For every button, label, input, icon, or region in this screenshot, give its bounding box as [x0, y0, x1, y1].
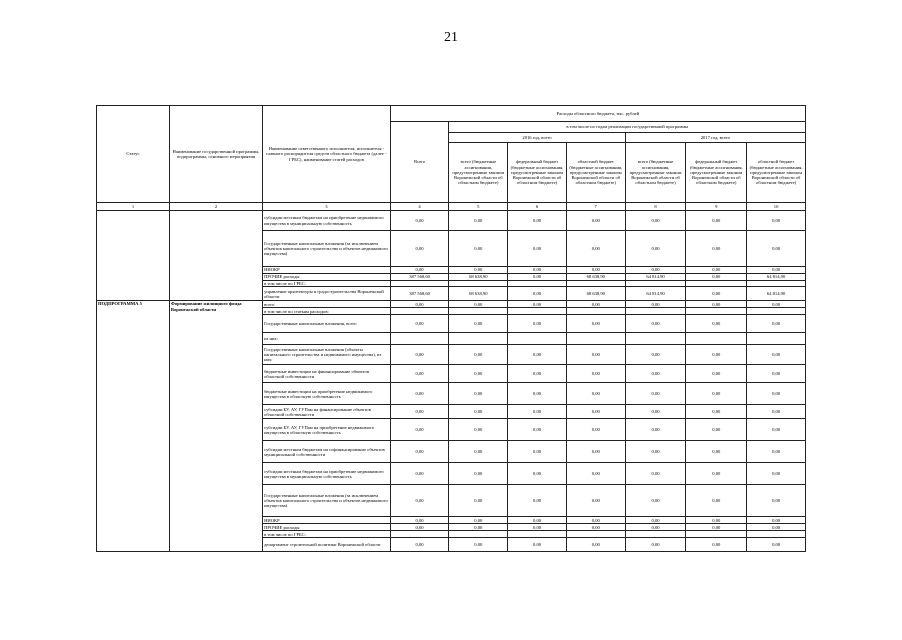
- value-cell: 0,00: [390, 231, 449, 267]
- value-cell: 0,00: [508, 538, 567, 552]
- value-cell: 0,00: [449, 419, 508, 441]
- expense-item-label: субсидии местным бюджетам на приобретение недвижимого имущества в муниципальную собственность: [263, 463, 391, 485]
- value-cell: 0,00: [449, 211, 508, 231]
- value-cell: 0,00: [390, 383, 449, 405]
- value-cell: 0,00: [686, 231, 747, 267]
- value-cell: 68 638,90: [566, 287, 625, 301]
- value-cell: 0,00: [625, 485, 686, 517]
- value-cell: 0,00: [449, 267, 508, 274]
- value-cell: 0,00: [390, 517, 449, 524]
- value-cell: 0,00: [625, 441, 686, 463]
- header-2017-total-budget: всего (бюджетные ассигнования, предусмотренные законом Воронежской области об областном бюджете): [625, 143, 686, 203]
- header-by-years: в том числе по годам реализации государственной программы: [449, 122, 806, 133]
- expense-item-label: НИОКР: [263, 517, 391, 524]
- value-cell: 0,00: [566, 517, 625, 524]
- col-number: 7: [566, 203, 625, 211]
- value-cell: 0,00: [686, 485, 747, 517]
- expense-item-label: ПРОЧИЕ расходы: [263, 274, 391, 281]
- value-cell: 0,00: [686, 365, 747, 383]
- header-program-name: Наименование государственной программы, подпрограммы, основного мероприятия: [169, 106, 262, 203]
- value-cell: 0,00: [566, 231, 625, 267]
- value-cell: 0,00: [508, 301, 567, 308]
- value-cell: 0,00: [508, 274, 567, 281]
- expense-item-label: субсидии местным бюджетам на приобретение недвижимого имущества в муниципальную собственность: [263, 211, 391, 231]
- value-cell: 0,00: [566, 345, 625, 365]
- value-cell: 0,00: [625, 301, 686, 308]
- value-cell: 0,00: [625, 383, 686, 405]
- expense-item-label: из них:: [263, 333, 391, 345]
- value-cell: 0,00: [566, 405, 625, 419]
- col-number: 9: [686, 203, 747, 211]
- value-cell: 0,00: [449, 485, 508, 517]
- expense-item-label: бюджетные инвестиции на приобретение недвижимого имущества в областную собственность: [263, 383, 391, 405]
- value-cell: 0,00: [508, 365, 567, 383]
- value-cell: 0,00: [747, 419, 806, 441]
- value-cell: 0,00: [625, 365, 686, 383]
- value-cell: 0,00: [686, 383, 747, 405]
- header-year-2016: 2016 год, всего: [449, 133, 625, 143]
- value-cell: [390, 333, 449, 345]
- value-cell: 0,00: [747, 315, 806, 333]
- table-row: [97, 301, 806, 308]
- expense-item-label: НИОКР: [263, 267, 391, 274]
- value-cell: 0,00: [625, 345, 686, 365]
- value-cell: 0,00: [566, 315, 625, 333]
- expense-item-label: субсидии БУ, АУ, ГУПам на приобретение недвижимого имущества в областную собственность: [263, 419, 391, 441]
- value-cell: 0,00: [508, 485, 567, 517]
- expense-item-label: управление архитектуры и градостроительства Воронежской области: [263, 287, 391, 301]
- value-cell: 0,00: [566, 211, 625, 231]
- expense-item-label: департамент строительной политики Воронежской области: [263, 538, 391, 552]
- page-number: 21: [444, 30, 458, 45]
- value-cell: 0,00: [390, 485, 449, 517]
- value-cell: 0,00: [747, 441, 806, 463]
- expense-item-label: в том числе по ГРБС:: [263, 281, 391, 287]
- value-cell: 0,00: [449, 301, 508, 308]
- expense-item-label: Государственные капитальные вложения (за исключением объектов капитального строительства и объектов недвижимого имущества): [263, 231, 391, 267]
- header-2016-total-budget: всего (бюджетные ассигнования, предусмотренные законом Воронежской области об областном бюджете): [449, 143, 508, 203]
- value-cell: 0,00: [686, 524, 747, 531]
- value-cell: 0,00: [449, 517, 508, 524]
- value-cell: [508, 531, 567, 538]
- value-cell: 64 814,90: [747, 274, 806, 281]
- value-cell: 0,00: [566, 419, 625, 441]
- value-cell: 0,00: [390, 211, 449, 231]
- header-year-2017: 2017 год, всего: [625, 133, 805, 143]
- value-cell: 0,00: [747, 231, 806, 267]
- value-cell: 0,00: [625, 211, 686, 231]
- col-number: 4: [390, 203, 449, 211]
- status-cell-empty: [97, 211, 170, 301]
- value-cell: 0,00: [508, 231, 567, 267]
- expense-item-label: всего: [263, 301, 391, 308]
- value-cell: 0,00: [508, 517, 567, 524]
- value-cell: 0,00: [625, 517, 686, 524]
- value-cell: 0,00: [686, 517, 747, 524]
- value-cell: 0,00: [390, 538, 449, 552]
- col-number: 2: [169, 203, 262, 211]
- value-cell: 68 638,90: [566, 274, 625, 281]
- value-cell: 0,00: [686, 211, 747, 231]
- value-cell: 0,00: [508, 405, 567, 419]
- value-cell: [566, 308, 625, 315]
- value-cell: 68 638,90: [449, 274, 508, 281]
- budget-table: [96, 105, 806, 552]
- col-number: 1: [97, 203, 170, 211]
- expense-item-label: Государственные капитальные вложения (объекты капитального строительства и недвижимого имущества), из них:: [263, 345, 391, 365]
- value-cell: 0,00: [566, 463, 625, 485]
- subprogram-status: ПОДПРОГРАММА 5: [97, 301, 170, 552]
- value-cell: 0,00: [566, 383, 625, 405]
- value-cell: 0,00: [686, 463, 747, 485]
- value-cell: 0,00: [390, 405, 449, 419]
- value-cell: 0,00: [390, 301, 449, 308]
- value-cell: 64 814,90: [747, 287, 806, 301]
- header-2016-regional: областной бюджет (бюджетные ассигнования, предусмотренные законом Воронежской области об областном бюджете): [566, 143, 625, 203]
- value-cell: 0,00: [566, 267, 625, 274]
- value-cell: [566, 333, 625, 345]
- value-cell: 0,00: [508, 345, 567, 365]
- value-cell: 0,00: [747, 538, 806, 552]
- value-cell: 0,00: [625, 419, 686, 441]
- value-cell: 0,00: [686, 315, 747, 333]
- value-cell: 0,00: [449, 345, 508, 365]
- value-cell: [747, 531, 806, 538]
- header-executor: Наименование ответственного исполнителя, исполнителя - главного распорядителя средств областного бюджета (далее - ГРБС), наименование статей расходов: [263, 106, 391, 203]
- subprogram-name: Формирование жилищного фонда Воронежской области: [169, 301, 262, 552]
- value-cell: 0,00: [508, 463, 567, 485]
- expense-item-label: субсидии местным бюджетам на софинансирование объектов муниципальной собственности: [263, 441, 391, 463]
- expense-item-label: бюджетные инвестиции на финансирование объектов областной собственности: [263, 365, 391, 383]
- value-cell: [508, 308, 567, 315]
- value-cell: 0,00: [686, 274, 747, 281]
- value-cell: 0,00: [449, 538, 508, 552]
- value-cell: [747, 333, 806, 345]
- value-cell: 0,00: [747, 365, 806, 383]
- value-cell: [686, 308, 747, 315]
- value-cell: 0,00: [390, 365, 449, 383]
- value-cell: 0,00: [508, 267, 567, 274]
- value-cell: 0,00: [747, 463, 806, 485]
- expense-item-label: субсидии БУ, АУ, ГУПам на финансирование объектов областной собственности: [263, 405, 391, 419]
- value-cell: 64 814,90: [625, 287, 686, 301]
- expense-item-label: Государственные капитальные вложения, всего: [263, 315, 391, 333]
- col-number: 8: [625, 203, 686, 211]
- value-cell: 0,00: [449, 231, 508, 267]
- header-2017-regional: областной бюджет (бюджетные ассигнования, предусмотренные законом Воронежской области об областном бюджете): [747, 143, 806, 203]
- value-cell: 0,00: [390, 345, 449, 365]
- header-status: Статус: [97, 106, 170, 203]
- value-cell: 0,00: [686, 287, 747, 301]
- header-expenses: Расходы областного бюджета, тыс. рублей: [390, 106, 805, 122]
- value-cell: 0,00: [625, 463, 686, 485]
- value-cell: 0,00: [390, 463, 449, 485]
- expense-item-label: в том числе по статьям расходов:: [263, 308, 391, 315]
- value-cell: 0,00: [625, 231, 686, 267]
- value-cell: 0,00: [747, 383, 806, 405]
- value-cell: [508, 333, 567, 345]
- value-cell: 0,00: [508, 315, 567, 333]
- value-cell: [449, 531, 508, 538]
- value-cell: 0,00: [566, 441, 625, 463]
- value-cell: 0,00: [625, 524, 686, 531]
- value-cell: 0,00: [566, 485, 625, 517]
- value-cell: 0,00: [625, 405, 686, 419]
- value-cell: 0,00: [686, 538, 747, 552]
- header-2017-federal: федеральный бюджет (бюджетные ассигнования, предусмотренные законом Воронежской области об областном бюджете): [686, 143, 747, 203]
- expense-item-label: Государственные капитальные вложения (за исключением объектов капитального строительства и объектов недвижимого имущества): [263, 485, 391, 517]
- value-cell: 0,00: [566, 538, 625, 552]
- value-cell: 0,00: [449, 365, 508, 383]
- value-cell: 0,00: [747, 517, 806, 524]
- value-cell: 0,00: [449, 524, 508, 531]
- value-cell: [449, 308, 508, 315]
- value-cell: 68 638,90: [449, 287, 508, 301]
- value-cell: [625, 308, 686, 315]
- value-cell: 0,00: [390, 315, 449, 333]
- value-cell: 0,00: [508, 419, 567, 441]
- value-cell: 0,00: [686, 441, 747, 463]
- value-cell: 0,00: [508, 524, 567, 531]
- col-number: 5: [449, 203, 508, 211]
- col-number: 3: [263, 203, 391, 211]
- value-cell: [686, 333, 747, 345]
- value-cell: [566, 531, 625, 538]
- value-cell: [625, 333, 686, 345]
- value-cell: 0,00: [566, 301, 625, 308]
- expense-item-label: ПРОЧИЕ расходы: [263, 524, 391, 531]
- value-cell: 0,00: [566, 365, 625, 383]
- value-cell: 0,00: [449, 463, 508, 485]
- value-cell: 0,00: [747, 267, 806, 274]
- col-number: 10: [747, 203, 806, 211]
- program-cell-empty: [169, 211, 262, 301]
- value-cell: 0,00: [390, 441, 449, 463]
- value-cell: 0,00: [566, 524, 625, 531]
- value-cell: 0,00: [390, 267, 449, 274]
- value-cell: 0,00: [508, 441, 567, 463]
- value-cell: 0,00: [747, 524, 806, 531]
- value-cell: 0,00: [449, 315, 508, 333]
- value-cell: 0,00: [747, 485, 806, 517]
- value-cell: [747, 308, 806, 315]
- value-cell: 0,00: [747, 211, 806, 231]
- value-cell: 0,00: [625, 538, 686, 552]
- value-cell: [625, 531, 686, 538]
- expense-item-label: в том числе по ГРБС:: [263, 531, 391, 538]
- header-total: Всего: [390, 122, 449, 203]
- value-cell: 0,00: [747, 405, 806, 419]
- col-number: 6: [508, 203, 567, 211]
- value-cell: 0,00: [747, 301, 806, 308]
- table-row: [97, 211, 806, 231]
- value-cell: 387 568,60: [390, 274, 449, 281]
- value-cell: 0,00: [508, 287, 567, 301]
- value-cell: 0,00: [625, 315, 686, 333]
- value-cell: 0,00: [508, 211, 567, 231]
- value-cell: 0,00: [686, 419, 747, 441]
- value-cell: 0,00: [449, 405, 508, 419]
- value-cell: [449, 333, 508, 345]
- value-cell: 0,00: [508, 383, 567, 405]
- value-cell: 0,00: [449, 441, 508, 463]
- value-cell: 0,00: [747, 345, 806, 365]
- value-cell: 0,00: [625, 267, 686, 274]
- value-cell: 0,00: [686, 405, 747, 419]
- value-cell: 0,00: [390, 419, 449, 441]
- value-cell: [390, 308, 449, 315]
- value-cell: 0,00: [686, 345, 747, 365]
- value-cell: 0,00: [686, 267, 747, 274]
- value-cell: 0,00: [449, 383, 508, 405]
- value-cell: 0,00: [390, 524, 449, 531]
- value-cell: 387 568,60: [390, 287, 449, 301]
- header-2016-federal: федеральный бюджет (бюджетные ассигнования, предусмотренные законом Воронежской области об областном бюджете): [508, 143, 567, 203]
- value-cell: [686, 531, 747, 538]
- value-cell: [390, 531, 449, 538]
- value-cell: 0,00: [686, 301, 747, 308]
- value-cell: 64 814,90: [625, 274, 686, 281]
